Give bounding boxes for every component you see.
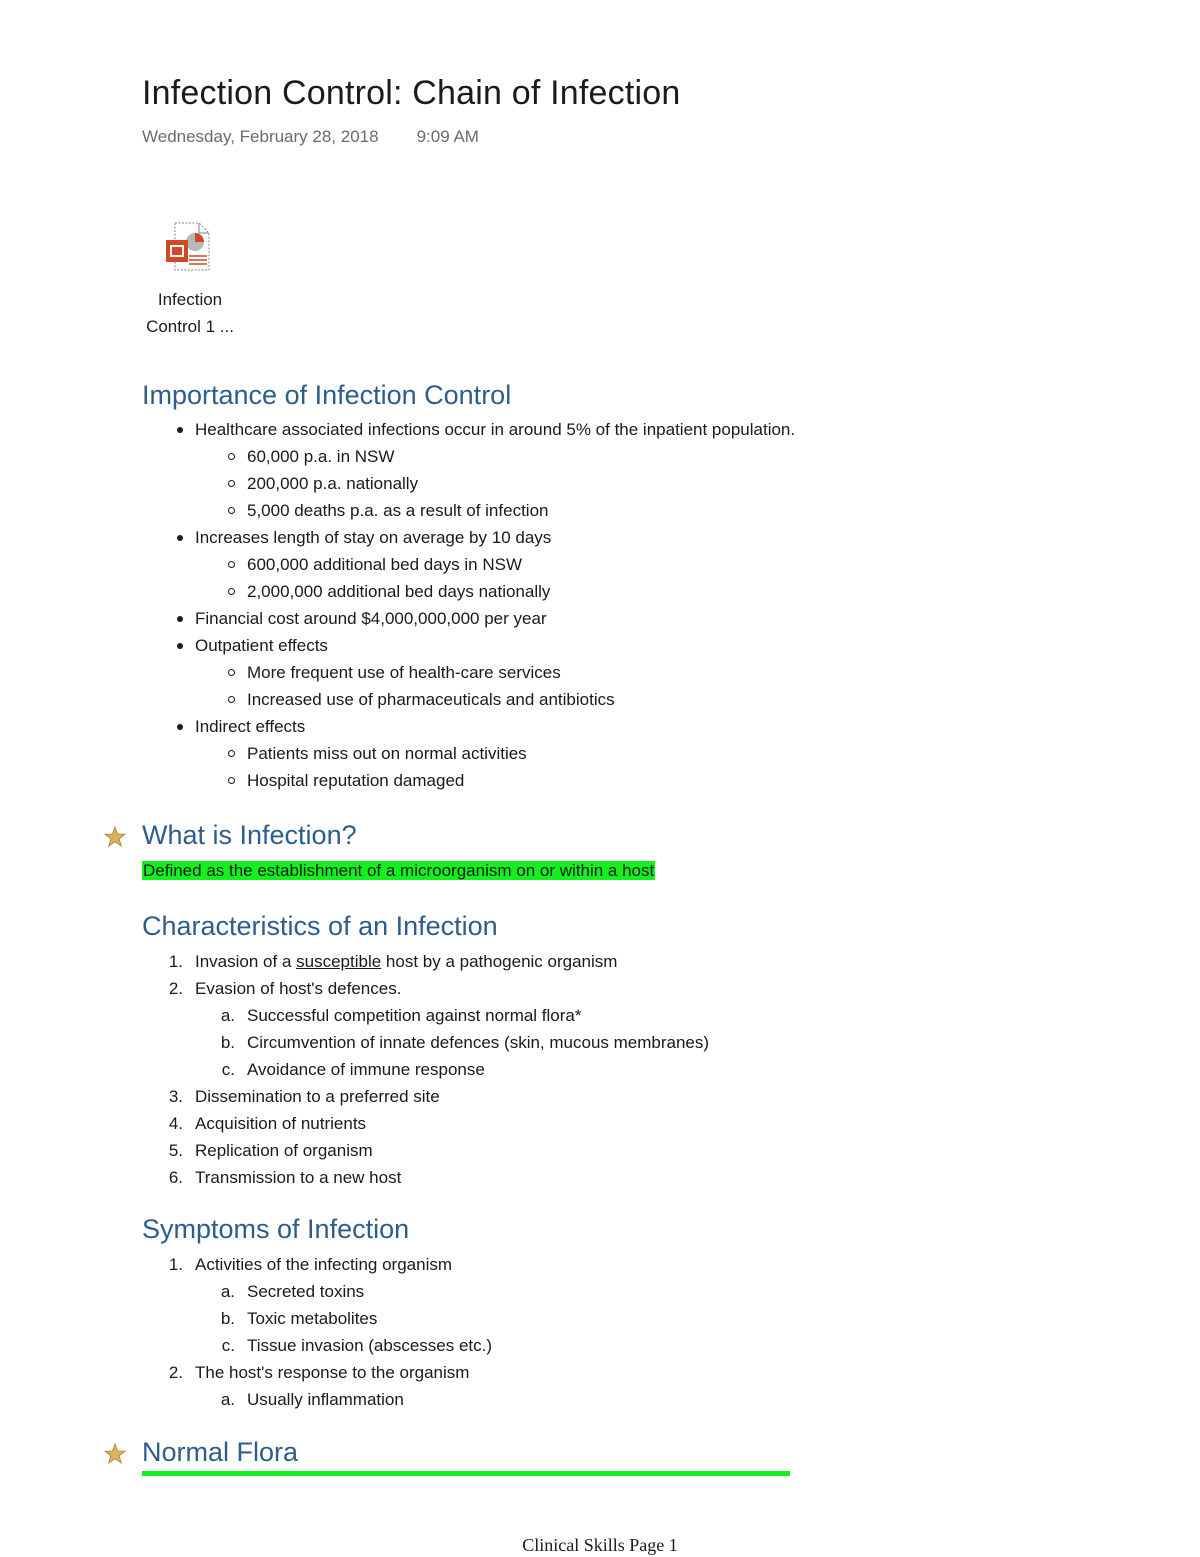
green-divider	[142, 1471, 790, 1476]
document-page: Infection Control: Chain of Infection Wednesday, February 28, 2018 9:09 AM Infection Control 1 ... Importance of Infection Control Healthcare associated infections occur in around 5% of the inpatient population. 60,000 p.a. in NSW 200,000 p.a. nationally 5,000 deaths p.a. as a result of infection Increases length of stay on average by 10 days 600,000 additional bed days in NSW 2,000,000 additional bed days nationally Financial cost around $4,000,000,000 per year Outpatient effects More frequent use of health-care services Increased use of pharmaceuticals and antibiotics Indirect effects Patients miss out on normal activities Hospital reputation damaged What is Infection? Defined as the establishment of a microorganism on or within a host Characteristics of an Infection 1. Invasion of a susceptible host by a pathogenic organism 2. Evasion of host's defences. a. Successful competition against normal flora* b. Circumvention of innate defences (skin, mucous membranes) c. Avoidance of immune response 3. Dissemination to a preferred site 4. Acquisition of nutrients 5. Replication of organism 6. Transmission to a new host Symptoms of Infection 1. Activities of the infecting organism a. Secreted toxins b. Toxic metabolites c. Tissue invasion (abscesses etc.) 2. The host's response to the organism a. Usually inflammation Normal Flora Clinical Skills Page 1	[0, 0, 1200, 1557]
star-icon	[103, 825, 127, 849]
page-time: 9:09 AM	[416, 127, 479, 146]
heading-symptoms: Symptoms of Infection	[142, 1214, 410, 1244]
heading-normal-flora: Normal Flora	[142, 1437, 299, 1467]
attachment-caption: Infection Control 1 ...	[146, 290, 234, 336]
attachment[interactable]	[130, 220, 250, 340]
heading-what-is-infection: What is Infection?	[142, 820, 357, 850]
page-meta	[142, 127, 479, 147]
star-icon	[103, 1442, 127, 1466]
definition-text: Defined as the establishment of a microorganism on or within a host	[143, 861, 655, 880]
powerpoint-file-icon	[163, 220, 217, 274]
heading-importance: Importance of Infection Control	[142, 380, 512, 410]
heading-characteristics: Characteristics of an Infection	[142, 911, 498, 941]
page-footer: Clinical Skills Page 1	[522, 1535, 678, 1555]
page-title: Infection Control: Chain of Infection	[142, 74, 681, 112]
page-date: Wednesday, February 28, 2018	[142, 127, 379, 146]
